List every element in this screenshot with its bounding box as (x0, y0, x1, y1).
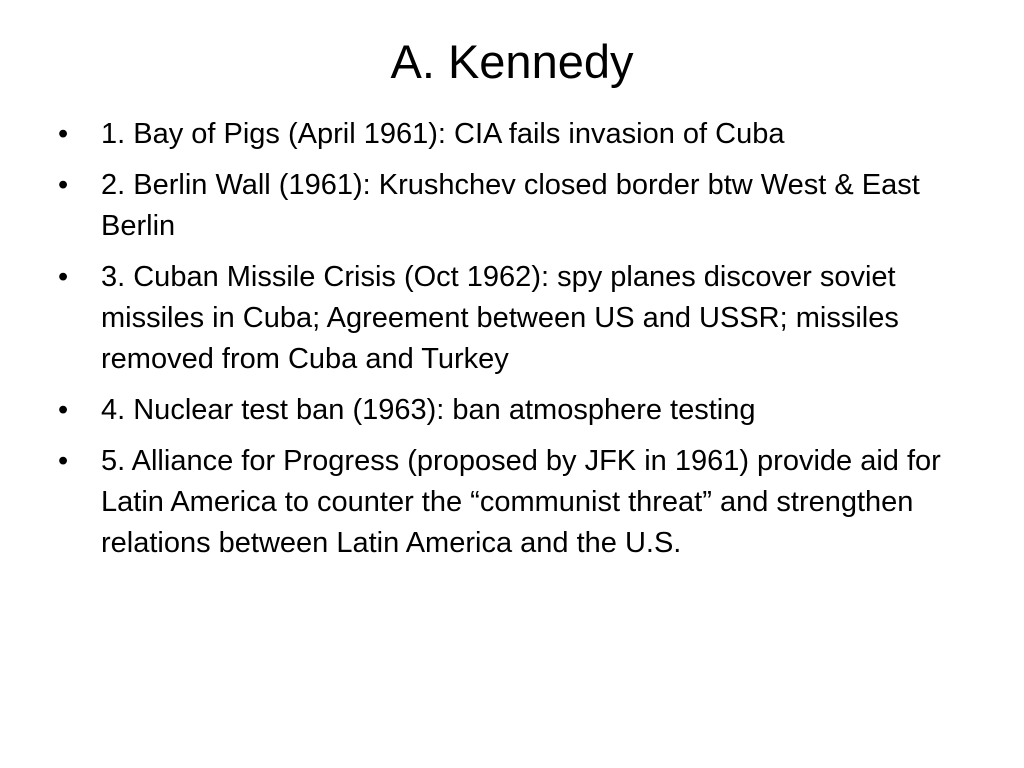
bullet-text: 5. Alliance for Progress (proposed by JFK in 1961) provide aid for Latin America to counter the “communist threat” and strengthen relations between Latin America and the U.S. (101, 445, 941, 559)
bullet-text: 4. Nuclear test ban (1963): ban atmosphere testing (101, 394, 756, 426)
bullet-item-bay-of-pigs (56, 114, 956, 155)
bullet-item-cuban-missile-crisis (56, 257, 956, 380)
bullet-icon: • (58, 118, 69, 150)
bullet-icon: • (58, 394, 69, 426)
bullet-item-berlin-wall (56, 165, 956, 247)
bullet-icon: • (58, 445, 69, 477)
bullet-text: 2. Berlin Wall (1961): Krushchev closed border btw West & East Berlin (101, 169, 920, 242)
bullet-item-nuclear-test-ban (56, 390, 956, 431)
bullet-icon: • (58, 169, 69, 201)
bullet-item-alliance-for-progress (56, 441, 956, 564)
bullet-text: 3. Cuban Missile Crisis (Oct 1962): spy planes discover soviet missiles in Cuba; Agreement between US and USSR; missiles removed from Cuba and Turkey (101, 261, 899, 375)
bullet-text: 1. Bay of Pigs (April 1961): CIA fails invasion of Cuba (101, 118, 785, 150)
slide-title: A. Kennedy (390, 35, 634, 88)
bullet-icon: • (58, 261, 69, 293)
bullet-list (56, 114, 956, 574)
